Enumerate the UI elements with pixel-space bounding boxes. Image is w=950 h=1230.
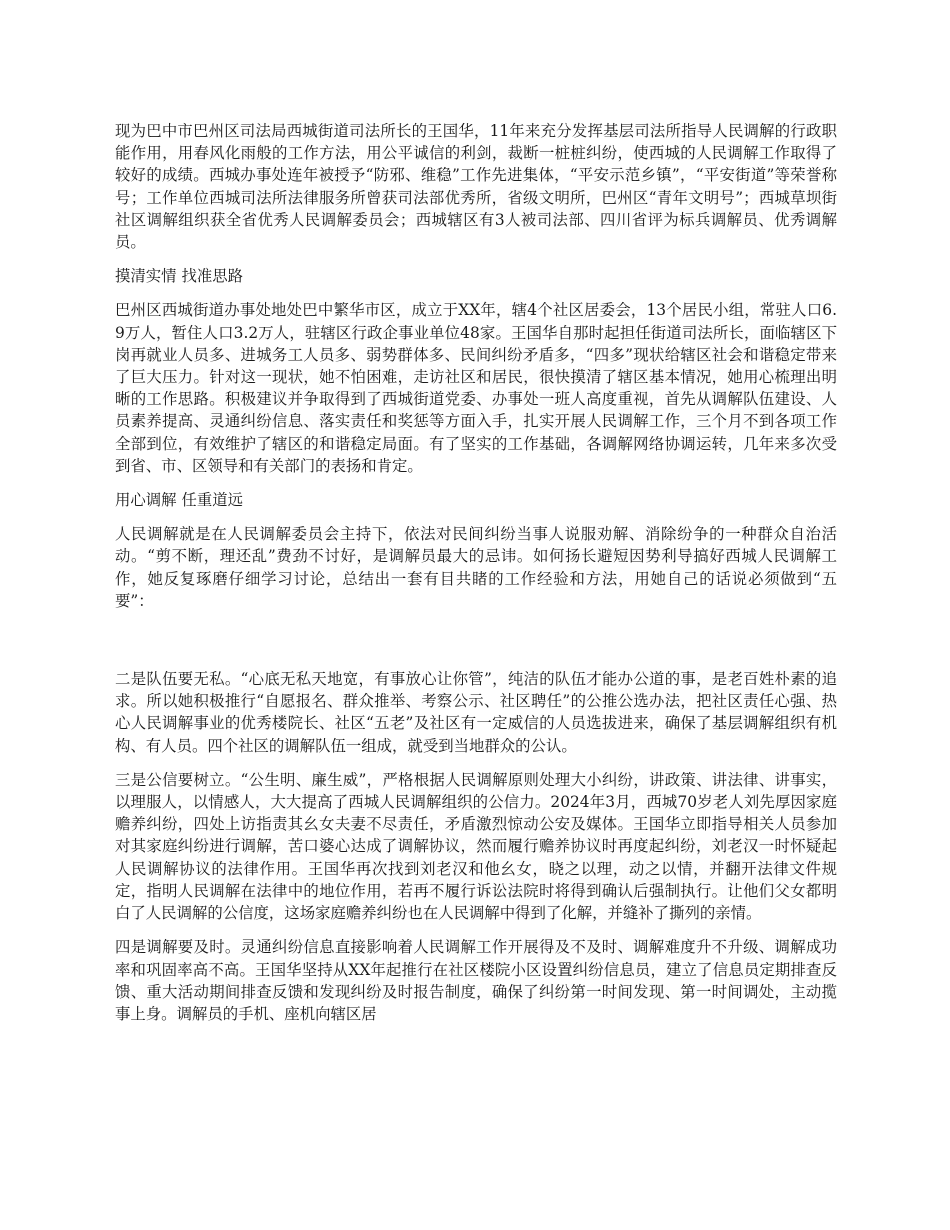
point-3-paragraph: 三是公信要树立。“公生明、廉生威”，严格根据人民调解原则处理大小纠纷，讲政策、讲法律、讲事实，以理服人，以情感人，大大提高了西城人民调解组织的公信力。2024年3月，西城70岁老人刘先厚因家庭赡养纠纷，四处上访指责其幺女夫妻不尽责任，矛盾激烈惊动公安及媒体。王国华立即指导相关人员参加对其家庭纠纷进行调解，苦口婆心达成了调解协议，然而履行赡养协议时再度起纠纷，刘老汉一时怀疑起人民调解协议的法律作用。王国华再次找到刘老汉和他幺女，晓之以理，动之以情，并翻开法律文件规定，指明人民调解在法律中的地位作用，若再不履行诉讼法院时将得到确认后强制执行。让他们父女都明白了人民调解的公信度，这场家庭赡养纠纷也在人民调解中得到了化解，并缝补了撕列的亲情。 xyxy=(115,770,837,923)
section-heading-1: 摸清实情 找准思路 xyxy=(115,267,244,286)
intro-paragraph: 现为巴中市巴州区司法局西城街道司法所长的王国华，11年来充分发挥基层司法所指导人民调解的行政职能作用，用春风化雨般的工作方法，用公平诚信的利剑，裁断一桩桩纠纷，使西城的人民调解工作取得了较好的成绩。西城办事处连年被授予“防邪、维稳”工作先进集体，“平安示范乡镇”，“平安街道”等荣誉称号；工作单位西城司法所法律服务所曾获司法部优秀所，省级文明所，巴州区“青年文明号”；西城草坝街社区调解组织获全省优秀人民调解委员会；西城辖区有3人被司法部、四川省评为标兵调解员、优秀调解员。 xyxy=(115,122,837,252)
section-heading-2: 用心调解 任重道远 xyxy=(115,491,244,510)
point-4-paragraph: 四是调解要及时。灵通纠纷信息直接影响着人民调解工作开展得及不及时、调解难度升不升级、调解成功率和巩固率高不高。王国华坚持从XX年起推行在社区楼院小区设置纠纷信息员，建立了信息员定期排查反馈、重大活动期间排查反馈和发现纠纷及时报告制度，确保了纠纷第一时间发现、第一时间调处，主动揽事上身。调解员的手机、座机向辖区居 xyxy=(115,938,837,1023)
section-2-paragraph: 人民调解就是在人民调解委员会主持下，依法对民间纠纷当事人说服劝解、消除纷争的一种群众自治活动。“剪不断，理还乱”费劲不讨好，是调解员最大的忌讳。如何扬长避短因势利导搞好西城人民调解工作，她反复琢磨仔细学习讨论，总结出一套有目共睹的工作经验和方法，用她自己的话说必须做到“五要”： xyxy=(115,525,837,610)
blank-gap xyxy=(115,624,837,668)
point-2-paragraph: 二是队伍要无私。“心底无私天地宽，有事放心让你管”，纯洁的队伍才能办公道的事，是老百姓朴素的追求。所以她积极推行“自愿报名、群众推举、考察公示、社区聘任”的公推公选办法，把社区责任心强、热心人民调解事业的优秀楼院长、社区“五老”及社区有一定威信的人员选拔进来，确保了基层调解组织有机构、有人员。四个社区的调解队伍一组成，就受到当地群众的公认。 xyxy=(115,670,837,755)
section-1-paragraph: 巴州区西城街道办事处地处巴中繁华市区，成立于XX年，辖4个社区居委会，13个居民小组，常驻人口6.9万人，暂住人口3.2万人，驻辖区行政企事业单位48家。王国华自那时起担任街道司法所长，面临辖区下岗再就业人员多、进城务工人员多、弱势群体多、民间纠纷矛盾多，“四多”现状给辖区社会和谐稳定带来了巨大压力。针对这一现状，她不怕困难，走访社区和居民，很快摸清了辖区基本情况，她用心梳理出明晰的工作思路。积极建议并争取得到了西城街道党委、办事处一班人高度重视，首先从调解队伍建设、人员素养提高、灵通纠纷信息、落实责任和奖惩等方面入手，扎实开展人民调解工作，三个月不到各项工作全部到位，有效维护了辖区的和谐稳定局面。有了坚实的工作基础，各调解网络协调运转，几年来多次受到省、市、区领导和有关部门的表扬和肯定。 xyxy=(115,301,837,475)
document-page xyxy=(115,120,837,1037)
